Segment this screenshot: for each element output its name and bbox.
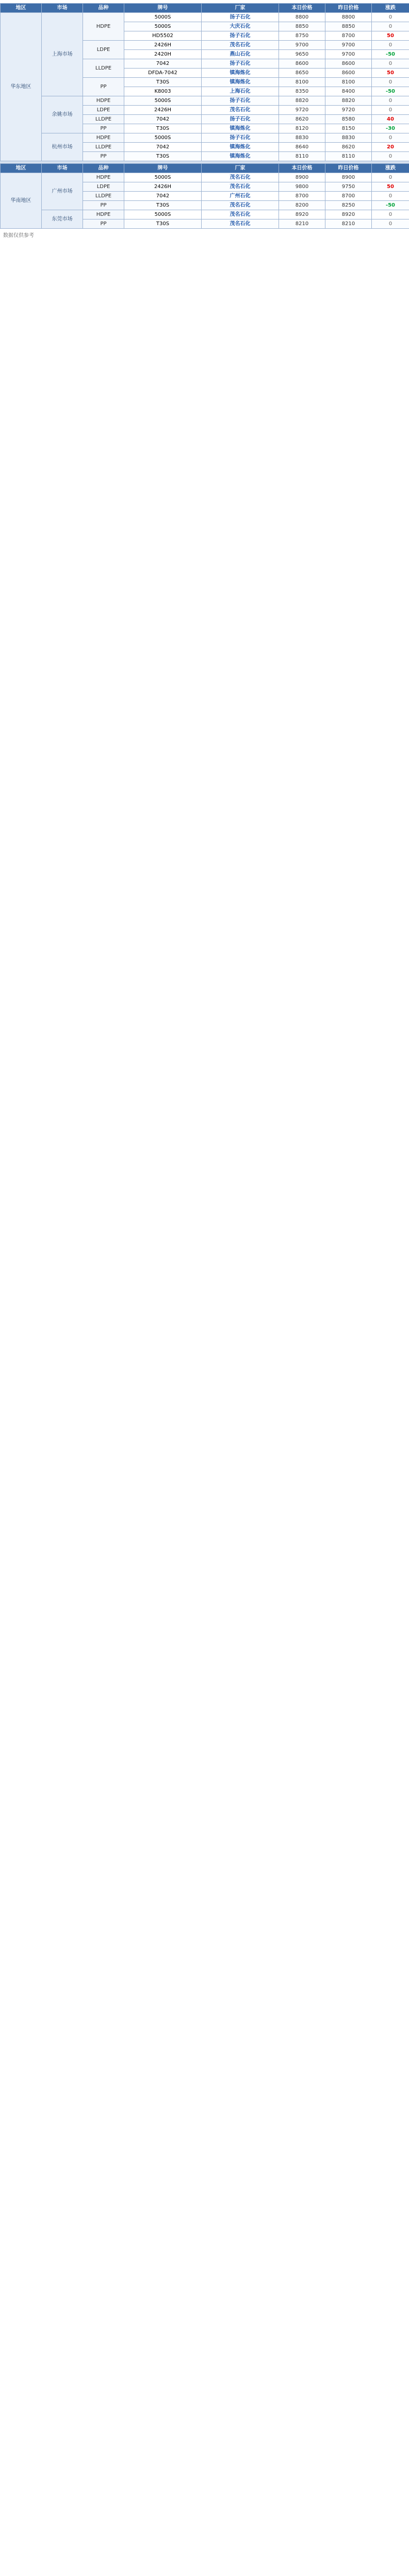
change-cell: 0 (372, 173, 409, 182)
region-cell: 华东地区 (1, 13, 42, 161)
prev-price-cell: 8820 (325, 96, 372, 106)
prev-price-cell: 9700 (325, 41, 372, 50)
manufacturer-cell: 上海石化 (202, 87, 279, 96)
header-price: 本日价格 (279, 4, 325, 13)
manufacturer-cell: 镇海炼化 (202, 124, 279, 133)
prev-price-cell: 8800 (325, 13, 372, 22)
price-cell: 8110 (279, 152, 325, 161)
change-cell: 0 (372, 152, 409, 161)
price-cell: 8920 (279, 210, 325, 219)
change-cell: 0 (372, 41, 409, 50)
market-cell: 余姚市场 (42, 96, 83, 133)
change-cell: 0 (372, 106, 409, 115)
grade-cell: 7042 (124, 59, 202, 69)
manufacturer-cell: 茂名石化 (202, 173, 279, 182)
manufacturer-cell: 扬子石化 (202, 13, 279, 22)
manufacturer-cell: 扬子石化 (202, 31, 279, 41)
grade-cell: 5000S (124, 210, 202, 219)
change-cell: 0 (372, 59, 409, 69)
price-table-1 (0, 3, 409, 161)
header-region: 地区 (1, 4, 42, 13)
prev-price-cell: 8700 (325, 31, 372, 41)
grade-cell: 2420H (124, 50, 202, 59)
manufacturer-cell: 广州石化 (202, 192, 279, 201)
region-cell: 华南地区 (1, 173, 42, 229)
product-cell: PP (83, 219, 124, 229)
header-region: 地区 (1, 164, 42, 173)
table-body-2 (1, 173, 409, 229)
price-cell: 8120 (279, 124, 325, 133)
grade-cell: 7042 (124, 115, 202, 124)
header-product: 品种 (83, 164, 124, 173)
change-cell: 0 (372, 210, 409, 219)
price-cell: 9800 (279, 182, 325, 192)
header-prev: 昨日价格 (325, 164, 372, 173)
table-row (1, 13, 409, 22)
prev-price-cell: 8210 (325, 219, 372, 229)
manufacturer-cell: 镇海炼化 (202, 78, 279, 87)
price-cell: 9650 (279, 50, 325, 59)
header-change: 涨跌 (372, 164, 409, 173)
price-cell: 8100 (279, 78, 325, 87)
price-cell: 8750 (279, 31, 325, 41)
header-prev: 昨日价格 (325, 4, 372, 13)
prev-price-cell: 8110 (325, 152, 372, 161)
table-row (1, 173, 409, 182)
manufacturer-cell: 茂名石化 (202, 210, 279, 219)
header-product: 品种 (83, 4, 124, 13)
product-cell: HDPE (83, 96, 124, 106)
change-cell: 0 (372, 78, 409, 87)
grade-cell: 7042 (124, 192, 202, 201)
change-cell: -50 (372, 50, 409, 59)
change-cell: 0 (372, 13, 409, 22)
product-cell: PP (83, 201, 124, 210)
header-market: 市场 (42, 4, 83, 13)
header-grade: 牌号 (124, 164, 202, 173)
header-change: 涨跌 (372, 4, 409, 13)
header-name: 厂家 (202, 4, 279, 13)
prev-price-cell: 8600 (325, 59, 372, 69)
change-cell: 0 (372, 133, 409, 143)
market-cell: 东莞市场 (42, 210, 83, 229)
prev-price-cell: 9700 (325, 50, 372, 59)
header-name: 厂家 (202, 164, 279, 173)
change-cell: 20 (372, 143, 409, 152)
market-cell: 杭州市场 (42, 133, 83, 161)
manufacturer-cell: 燕山石化 (202, 50, 279, 59)
table-header-row (1, 4, 409, 13)
product-cell: PP (83, 78, 124, 96)
grade-cell: 5000S (124, 96, 202, 106)
manufacturer-cell: 扬子石化 (202, 59, 279, 69)
change-cell: 0 (372, 192, 409, 201)
footer-note: 数据仅供参考 (3, 233, 34, 239)
change-cell: 50 (372, 31, 409, 41)
table-row (1, 133, 409, 143)
product-cell: LLDPE (83, 115, 124, 124)
product-cell: PP (83, 152, 124, 161)
prev-price-cell: 9750 (325, 182, 372, 192)
prev-price-cell: 8400 (325, 87, 372, 96)
prev-price-cell: 8580 (325, 115, 372, 124)
manufacturer-cell: 茂名石化 (202, 219, 279, 229)
price-cell: 8830 (279, 133, 325, 143)
product-cell: HDPE (83, 13, 124, 41)
grade-cell: T30S (124, 219, 202, 229)
manufacturer-cell: 扬子石化 (202, 115, 279, 124)
prev-price-cell: 8100 (325, 78, 372, 87)
price-cell: 8650 (279, 69, 325, 78)
grade-cell: HD5502 (124, 31, 202, 41)
header-market: 市场 (42, 164, 83, 173)
grade-cell: T30S (124, 124, 202, 133)
prev-price-cell: 8150 (325, 124, 372, 133)
price-cell: 8350 (279, 87, 325, 96)
price-cell: 8900 (279, 173, 325, 182)
prev-price-cell: 8830 (325, 133, 372, 143)
product-cell: LLDPE (83, 143, 124, 152)
manufacturer-cell: 镇海炼化 (202, 69, 279, 78)
grade-cell: K8003 (124, 87, 202, 96)
grade-cell: 2426H (124, 41, 202, 50)
price-cell: 8600 (279, 59, 325, 69)
manufacturer-cell: 茂名石化 (202, 182, 279, 192)
price-cell: 8800 (279, 13, 325, 22)
price-cell: 8820 (279, 96, 325, 106)
manufacturer-cell: 茂名石化 (202, 41, 279, 50)
price-cell: 9700 (279, 41, 325, 50)
manufacturer-cell: 茂名石化 (202, 106, 279, 115)
grade-cell: DFDA-7042 (124, 69, 202, 78)
change-cell: 0 (372, 96, 409, 106)
grade-cell: 7042 (124, 143, 202, 152)
price-cell: 8850 (279, 22, 325, 31)
change-cell: 40 (372, 115, 409, 124)
product-cell: LDPE (83, 182, 124, 192)
price-cell: 8700 (279, 192, 325, 201)
manufacturer-cell: 茂名石化 (202, 201, 279, 210)
product-cell: LLDPE (83, 59, 124, 78)
table-body-1 (1, 13, 409, 161)
manufacturer-cell: 扬子石化 (202, 133, 279, 143)
header-price: 本日价格 (279, 164, 325, 173)
prev-price-cell: 8850 (325, 22, 372, 31)
product-cell: LDPE (83, 41, 124, 59)
manufacturer-cell: 扬子石化 (202, 96, 279, 106)
grade-cell: 5000S (124, 173, 202, 182)
manufacturer-cell: 大庆石化 (202, 22, 279, 31)
grade-cell: 5000S (124, 13, 202, 22)
price-cell: 8620 (279, 115, 325, 124)
change-cell: 50 (372, 182, 409, 192)
price-cell: 9720 (279, 106, 325, 115)
product-cell: LDPE (83, 106, 124, 115)
grade-cell: T30S (124, 201, 202, 210)
grade-cell: 5000S (124, 22, 202, 31)
grade-cell: 2426H (124, 106, 202, 115)
manufacturer-cell: 镇海炼化 (202, 143, 279, 152)
product-cell: HDPE (83, 210, 124, 219)
price-cell: 8640 (279, 143, 325, 152)
change-cell: -50 (372, 87, 409, 96)
grade-cell: 5000S (124, 133, 202, 143)
prev-price-cell: 8620 (325, 143, 372, 152)
table-row (1, 96, 409, 106)
product-cell: HDPE (83, 173, 124, 182)
change-cell: 0 (372, 219, 409, 229)
grade-cell: 2426H (124, 182, 202, 192)
manufacturer-cell: 镇海炼化 (202, 152, 279, 161)
prev-price-cell: 8250 (325, 201, 372, 210)
prev-price-cell: 9720 (325, 106, 372, 115)
product-cell: LLDPE (83, 192, 124, 201)
market-cell: 广州市场 (42, 173, 83, 210)
table-header-row (1, 164, 409, 173)
grade-cell: T30S (124, 78, 202, 87)
grade-cell: T30S (124, 152, 202, 161)
price-cell: 8200 (279, 201, 325, 210)
market-cell: 上海市场 (42, 13, 83, 96)
prev-price-cell: 8600 (325, 69, 372, 78)
price-table-2 (0, 163, 409, 229)
prev-price-cell: 8920 (325, 210, 372, 219)
price-cell: 8210 (279, 219, 325, 229)
header-grade: 牌号 (124, 4, 202, 13)
prev-price-cell: 8700 (325, 192, 372, 201)
product-cell: HDPE (83, 133, 124, 143)
change-cell: 0 (372, 22, 409, 31)
change-cell: -30 (372, 124, 409, 133)
table-row (1, 210, 409, 219)
price-page (0, 0, 409, 241)
product-cell: PP (83, 124, 124, 133)
change-cell: 50 (372, 69, 409, 78)
prev-price-cell: 8900 (325, 173, 372, 182)
change-cell: -50 (372, 201, 409, 210)
